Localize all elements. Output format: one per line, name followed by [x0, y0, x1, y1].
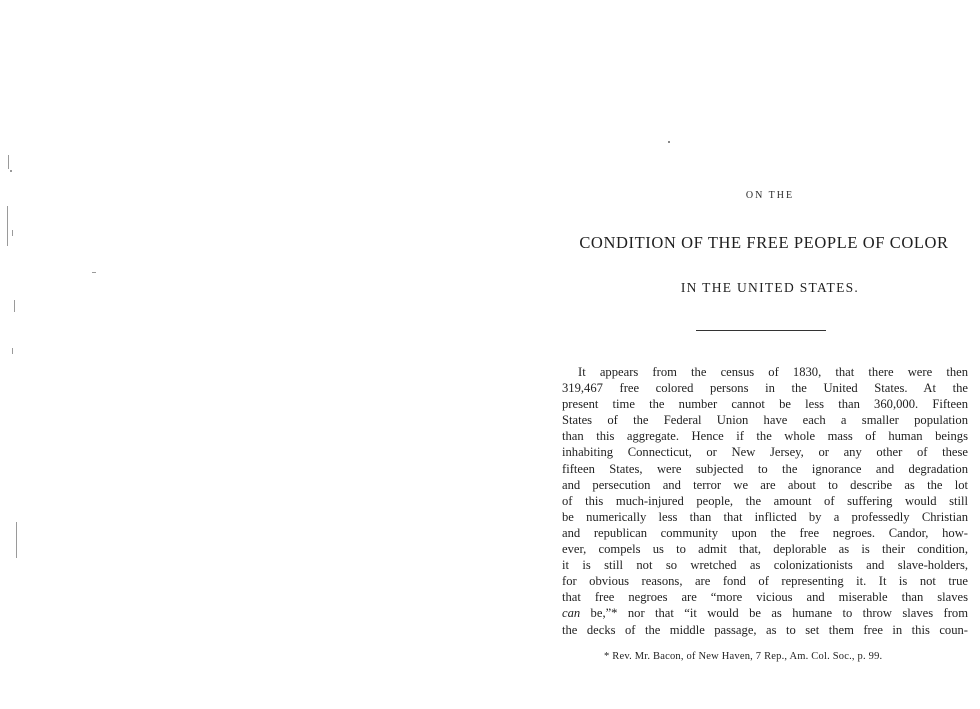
body-line: that free negroes are “more vicious and miserable than slaves	[562, 590, 968, 605]
body-line: inhabiting Connecticut, or New Jersey, or any other of these	[562, 445, 968, 460]
body-line: than this aggregate. Hence if the whole mass of human beings	[562, 429, 968, 444]
page-subtitle: IN THE UNITED STATES.	[680, 280, 860, 295]
body-line: and persecution and terror we are about to describe as the lot	[562, 477, 968, 492]
italic-word: can	[562, 606, 581, 621]
body-line	[562, 605, 968, 621]
body-line: present time the number cannot be less than 360,000. Fifteen	[562, 397, 968, 412]
body-line: It appears from the census of 1830, that there were then	[578, 365, 968, 379]
heading-kicker: ON THE	[745, 190, 795, 201]
body-paragraph	[562, 364, 968, 638]
body-line: the decks of the middle passage, as to set them free in this coun-	[562, 622, 968, 637]
footnote: * Rev. Mr. Bacon, of New Haven, 7 Rep., Am. Col. Soc., p. 99.	[604, 651, 883, 662]
body-line: 319,467 free colored persons in the United States. At the	[562, 381, 968, 396]
body-line: of this much-injured people, the amount of suffering would still	[562, 493, 968, 508]
body-line: States of the Federal Union have each a smaller population	[562, 413, 968, 428]
body-line: ever, compels us to admit that, deplorable as is their condition,	[562, 542, 968, 557]
body-line: it is still not so wretched as colonizationists and slave-holders,	[562, 558, 968, 573]
body-line: for obvious reasons, are fond of representing it. It is not true	[562, 574, 968, 589]
body-line: and republican community upon the free negroes. Candor, how-	[562, 525, 968, 540]
page-title: CONDITION OF THE FREE PEOPLE OF COLOR	[579, 233, 949, 252]
body-line-rest: be,”* nor that “it would be as humane to throw slaves from	[580, 606, 968, 621]
body-line: fifteen States, were subjected to the ignorance and degradation	[562, 461, 968, 476]
divider-rule	[696, 330, 826, 331]
scan-artifacts	[0, 140, 110, 580]
body-line: be numerically less than that inflicted by a professedly Christian	[562, 509, 968, 524]
scan-dot	[668, 141, 670, 143]
